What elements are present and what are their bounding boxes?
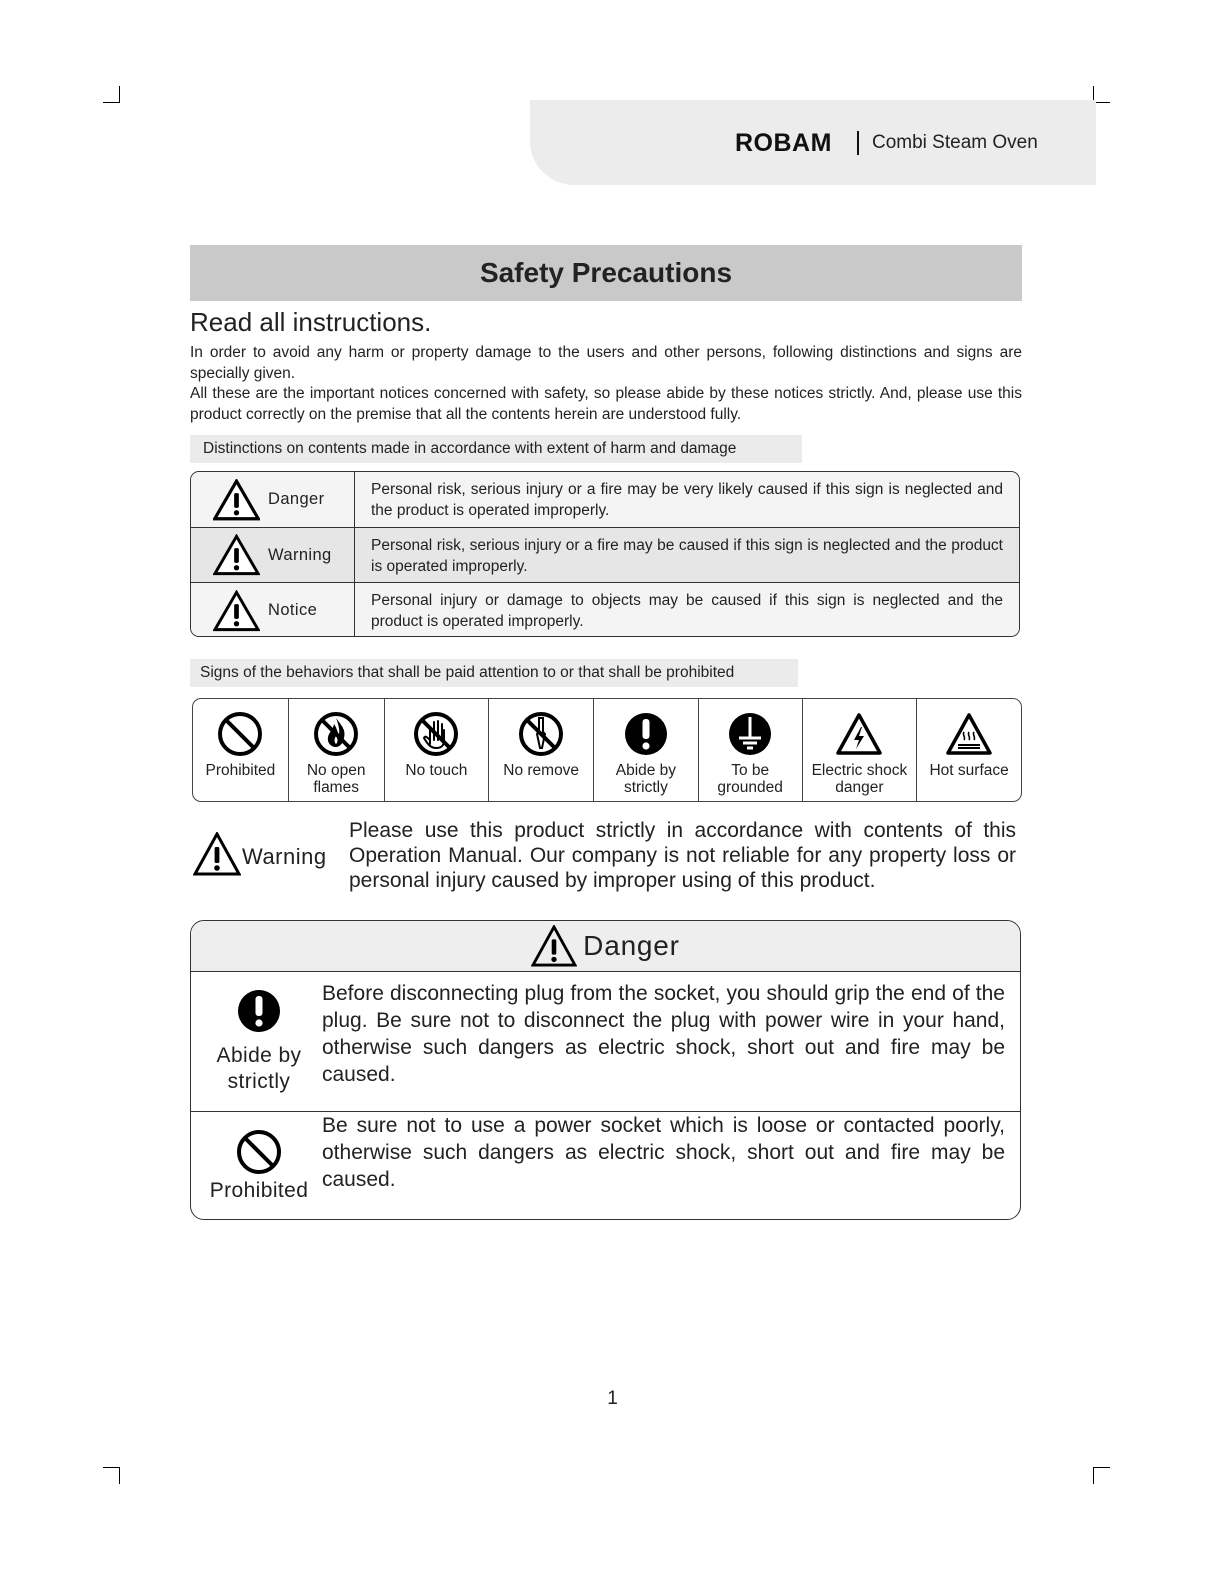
distinction-row-warning xyxy=(191,527,1019,583)
sign-label: No open flames xyxy=(306,762,366,796)
sign-label: Abide by strictly xyxy=(615,762,677,796)
distinction-label: Notice xyxy=(268,601,318,619)
sign-label: To be grounded xyxy=(717,762,783,796)
prohibited-icon xyxy=(235,1128,283,1176)
prohibited-icon xyxy=(216,710,264,758)
signs-table xyxy=(192,698,1022,802)
hot-surface-icon xyxy=(945,710,993,758)
sign-label: No remove xyxy=(503,762,580,779)
intro-paragraph-1: In order to avoid any harm or property damage to the users and other persons, following distinctions and signs are specially given. xyxy=(190,344,1022,382)
danger-item-label: Prohibited xyxy=(209,1179,309,1202)
distinction-description: Personal risk, serious injury or a fire may be very likely caused if this sign is neglected and the product is operated improperly. xyxy=(371,481,1003,519)
sign-label: No touch xyxy=(405,762,468,779)
warning-triangle-icon xyxy=(213,534,260,576)
no-touch-icon xyxy=(412,710,460,758)
read-all-heading: Read all instructions. xyxy=(190,307,432,337)
danger-title: Danger xyxy=(583,930,680,961)
sign-electric-shock-danger xyxy=(803,699,918,801)
danger-header xyxy=(191,921,1020,972)
distinctions-heading: Distinctions on contents made in accordance with extent of harm and damage xyxy=(190,435,802,463)
sign-label: Prohibited xyxy=(205,762,276,779)
warning-triangle-icon xyxy=(531,925,577,967)
distinction-label: Warning xyxy=(268,545,332,564)
page-number: 1 xyxy=(607,1388,618,1409)
crop-mark-top-left xyxy=(103,86,120,103)
distinction-row-danger xyxy=(191,472,1019,527)
distinction-description: Personal risk, serious injury or a fire may be caused if this sign is neglected and the product is operated improperly. xyxy=(371,537,1003,575)
distinction-row-notice xyxy=(191,583,1019,637)
danger-item-label: Abide by strictly xyxy=(216,1044,302,1093)
warning-note xyxy=(193,818,1023,898)
header-divider xyxy=(857,131,859,155)
sign-no-touch xyxy=(385,699,490,801)
sign-no-remove xyxy=(489,699,594,801)
no-remove-icon xyxy=(517,710,565,758)
electric-shock-icon xyxy=(835,710,883,758)
signs-heading: Signs of the behaviors that shall be paid attention to or that shall be prohibited xyxy=(190,659,798,687)
sign-no-open-flames xyxy=(289,699,385,801)
danger-item xyxy=(191,972,1020,1112)
intro-paragraph-2: All these are the important notices concerned with safety, so please abide by these notices strictly. And, please use this product correctly on the premise that all the contents herein are understood fully. xyxy=(190,385,1022,423)
sign-label: Hot surface xyxy=(929,762,1009,779)
warning-triangle-icon xyxy=(213,479,260,521)
crop-mark-bottom-left xyxy=(103,1467,120,1484)
abide-by-strictly-icon xyxy=(235,987,283,1035)
intro-text xyxy=(190,343,1022,425)
distinction-label: Danger xyxy=(268,490,325,508)
danger-box xyxy=(190,920,1021,1220)
warning-label: Warning xyxy=(242,844,327,869)
sign-to-be-grounded xyxy=(699,699,803,801)
sign-abide-by-strictly xyxy=(594,699,699,801)
sign-hot-surface xyxy=(917,699,1021,801)
ground-icon xyxy=(726,710,774,758)
sign-label: Electric shock danger xyxy=(811,762,908,796)
danger-item-text: Be sure not to use a power socket which is loose or contacted poorly, otherwise such dangers as electric shock, short out and fire may be caused. xyxy=(322,1114,1005,1191)
danger-item xyxy=(191,1112,1020,1220)
sign-prohibited xyxy=(193,699,289,801)
warning-text: Please use this product strictly in accordance with contents of this Operation Manual. Our company is not reliable for any property loss or personal injury caused by improper using of this product. xyxy=(349,819,1016,892)
distinction-description: Personal injury or damage to objects may be caused if this sign is neglected and the product is operated improperly. xyxy=(371,592,1003,630)
danger-item-text: Before disconnecting plug from the socket, you should grip the end of the plug. Be sure not to disconnect the plug with power wire in your hand, otherwise such dangers as electric shock, short out and fire may be caused. xyxy=(322,982,1005,1086)
crop-mark-bottom-right xyxy=(1093,1467,1110,1484)
page-title-bar xyxy=(190,245,1022,301)
product-name: Combi Steam Oven xyxy=(872,132,1038,153)
no-open-flames-icon xyxy=(312,710,360,758)
warning-triangle-icon xyxy=(193,832,241,876)
brand-logo: ROBAM xyxy=(735,129,832,157)
page-title: Safety Precautions xyxy=(479,257,733,288)
abide-by-strictly-icon xyxy=(622,710,670,758)
warning-triangle-icon xyxy=(213,590,260,632)
distinctions-table xyxy=(190,471,1020,637)
